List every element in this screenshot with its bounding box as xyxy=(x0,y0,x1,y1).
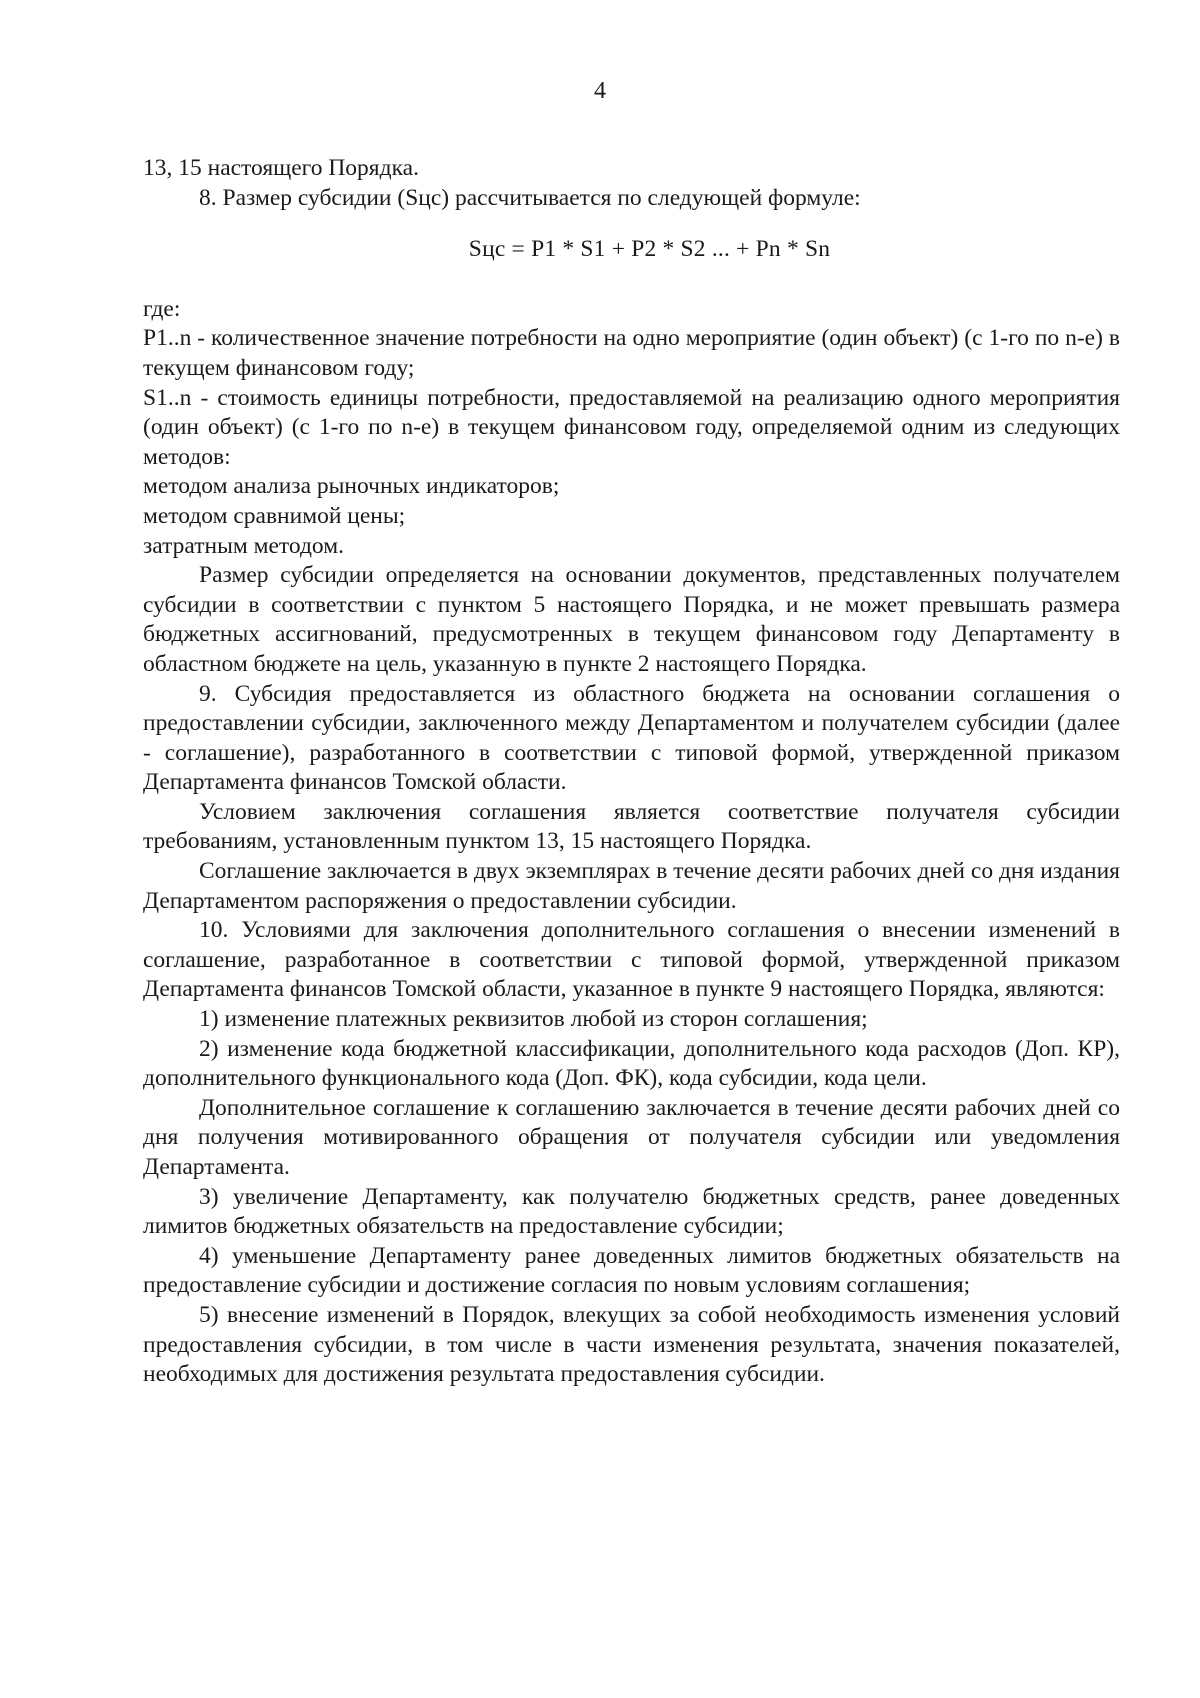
paragraph-where: где: xyxy=(143,295,181,322)
document-body xyxy=(143,154,1120,1390)
paragraph-agreement-copies: Соглашение заключается в двух экземплярах в течение десяти рабочих дней со дня издания Департаментом распоряжения о предоставлении субсидии. xyxy=(143,858,1120,914)
paragraph-p-definition: P1..n - количественное значение потребности на одно мероприятие (один объект) (с 1-го по n-е) в текущем финансовом году; xyxy=(143,325,1120,381)
paragraph-subitem-3: 3) увеличение Департаменту, как получателю бюджетных средств, ранее доведенных лимитов бюджетных обязательств на предоставление субсидии; xyxy=(143,1183,1120,1240)
paragraph-method-cost: затратным методом. xyxy=(143,532,344,559)
paragraph-method-comparable: методом сравнимой цены; xyxy=(143,502,406,529)
paragraph-item-9: 9. Субсидия предоставляется из областного бюджета на основании соглашения о предоставлении субсидии, заключенного между Департаментом и получателем субсидии (далее - соглашение), разработанного в соответствии с типовой формой, утвержденной приказом Департамента финансов Томской области. xyxy=(143,680,1120,796)
paragraph-subitem-1: 1) изменение платежных реквизитов любой из сторон соглашения; xyxy=(199,1006,868,1033)
paragraph-item-10: 10. Условиями для заключения дополнительного соглашения о внесении изменений в соглашение, разработанное в соответствии с типовой формой, утвержденной приказом Департамента финансов Томской области, указанное в пункте 9 настоящего Порядка, являются: xyxy=(143,917,1120,1003)
paragraph-subitem-5: 5) внесение изменений в Порядок, влекущих за собой необходимость изменения условий предоставления субсидии, в том числе в части изменения результата, значения показателей, необходимых для достижения результата предоставления субсидии. xyxy=(143,1301,1120,1388)
page-number: 4 xyxy=(594,78,606,104)
paragraph-subitem-2: 2) изменение кода бюджетной классификации, дополнительного кода расходов (Доп. КР), дополнительного функционального кода (Доп. ФК), кода субсидии, кода цели. xyxy=(143,1035,1120,1092)
paragraph-additional-agreement: Дополнительное соглашение к соглашению заключается в течение десяти рабочих дней со дня получения мотивированного обращения от получателя субсидии или уведомления Департамента. xyxy=(143,1094,1120,1180)
paragraph-subsidy-size: Размер субсидии определяется на основании документов, представленных получателем субсидии в соответствии с пунктом 5 настоящего Порядка, и не может превышать размера бюджетных ассигнований, предусмотренных в текущем финансовом году Департаменту в областном бюджете на цель, указанную в пункте 2 настоящего Порядка. xyxy=(143,562,1120,677)
paragraph-subitem-4: 4) уменьшение Департаменту ранее доведенных лимитов бюджетных обязательств на предоставление субсидии и достижение согласия по новым условиям соглашения; xyxy=(143,1242,1120,1299)
paragraph-continuation: 13, 15 настоящего Порядка. xyxy=(143,155,419,181)
subsidy-formula: Sцс = P1 * S1 + P2 * S2 ... + Pn * Sn xyxy=(468,236,831,263)
paragraph-item-8: 8. Размер субсидии (Sцс) рассчитывается по следующей формуле: xyxy=(199,184,861,211)
paragraph-s-definition: S1..n - стоимость единицы потребности, предоставляемой на реализацию одного мероприятия (один объект) (с 1-го по n-е) в текущем финансовом году, определяемой одним из следующих методов: xyxy=(143,384,1120,470)
paragraph-method-market: методом анализа рыночных индикаторов; xyxy=(143,473,560,500)
paragraph-agreement-condition: Условием заключения соглашения является соответствие получателя субсидии требованиям, установленным пунктом 13, 15 настоящего Порядка. xyxy=(143,798,1120,855)
